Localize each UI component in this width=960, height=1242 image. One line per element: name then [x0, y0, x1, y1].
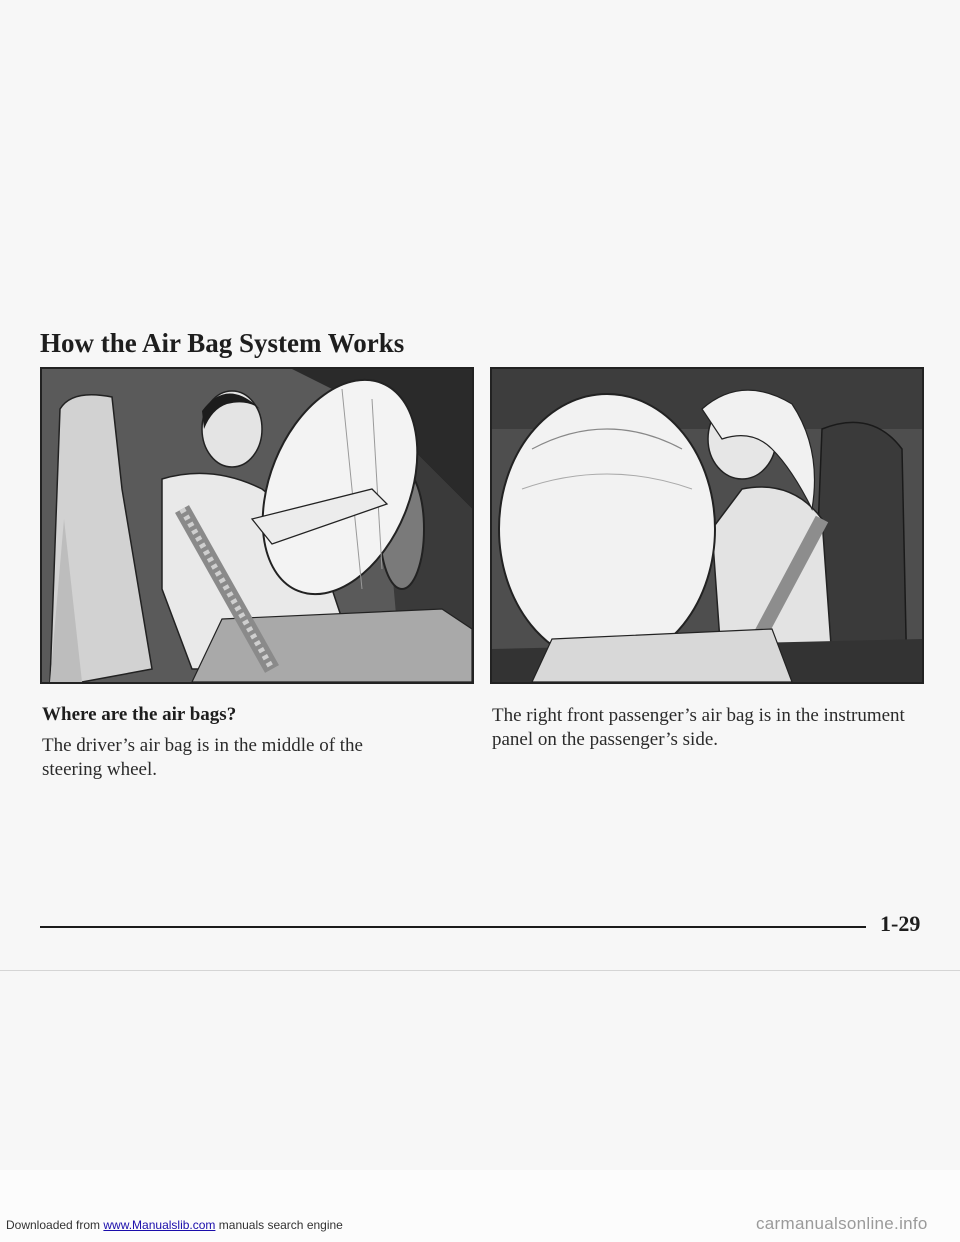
driver-airbag-text: The driver’s air bag is in the middle of the steering wheel. [42, 735, 363, 780]
passenger-airbag-illustration [490, 367, 924, 684]
page-number: 1-29 [880, 911, 921, 936]
watermark-logo: carmanualsonline.info [756, 1214, 928, 1233]
section-subheading: Where are the air bags? [42, 704, 237, 725]
passenger-airbag-text: The right front passenger’s air bag is in the instrument panel on the passenger’s side. [492, 705, 905, 750]
download-note-prefix: Downloaded from [6, 1218, 104, 1232]
page-title: How the Air Bag System Works [40, 328, 405, 358]
manualslib-link[interactable]: www.Manualslib.com [103, 1218, 216, 1232]
scan-divider [0, 970, 960, 971]
driver-airbag-illustration [40, 367, 474, 684]
footer-rule [40, 926, 866, 928]
download-note-suffix: manuals search engine [215, 1218, 343, 1232]
download-note [6, 1218, 343, 1232]
